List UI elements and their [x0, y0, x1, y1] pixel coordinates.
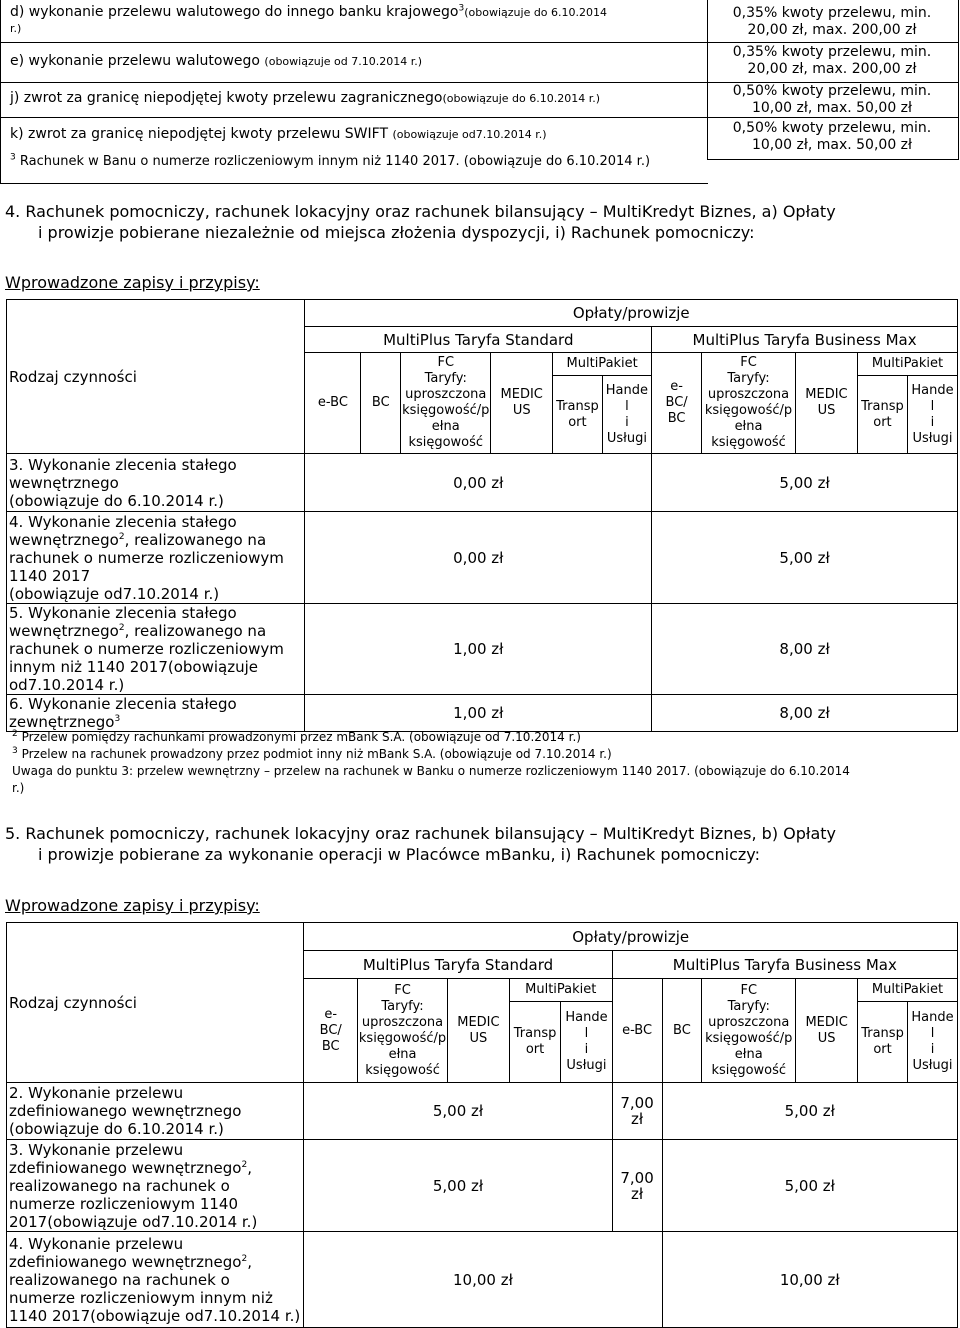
- fees-header: Opłaty/prowizje: [305, 300, 958, 327]
- bus-value: 10,00 zł: [662, 1232, 958, 1328]
- ebc-col: e-BC: [305, 353, 361, 454]
- fee-d: 0,35% kwoty przelewu, min. 20,00 zł, max. 200,00 zł: [732, 5, 932, 38]
- standard-header: MultiPlus Taryfa Standard: [304, 951, 612, 979]
- section4-footnotes: $^2$ Przelew pomiędzy rachunkami prowadzonymi przez mBank S.A. (obowiązuje od 7.10.2014 r.) $^3$ Przelew na rachunek prowadzony przez podmiot inny niż mBank S.A. (obowiązuje od 7.10.2014 r.) Uwaga do punktu 3: przelew wewnętrzny – przelew na rachunek w Banku o numerze rozliczeniowym 1140 2017. (obowiązuje do 6.10.2014 r.): [12, 729, 850, 795]
- ebc-bc-col: e- BC/ BC: [304, 979, 358, 1083]
- std-value: 10,00 zł: [304, 1232, 662, 1328]
- top-fee-table: [0, 0, 960, 184]
- fee-e: 0,35% kwoty przelewu, min. 20,00 zł, max. 200,00 zł: [732, 44, 932, 77]
- bus-value: 5,00 zł: [662, 1140, 958, 1232]
- std-value: 1,00 zł: [305, 604, 652, 695]
- medic-col-b: MEDIC US: [796, 353, 858, 454]
- table-row: 6. Wykonanie zlecenia stałego zewnętrznego$^3$ 1,00 zł 8,00 zł: [7, 695, 958, 732]
- section4-table: [6, 299, 958, 732]
- ebc-col: e-BC: [612, 979, 662, 1083]
- standard-header: MultiPlus Taryfa Standard: [305, 327, 652, 353]
- business-header: MultiPlus Taryfa Business Max: [652, 327, 958, 353]
- section5-table: [6, 922, 958, 1328]
- multipakiet-col: MultiPakiet Transp ort Hande l i Usługi: [509, 979, 612, 1083]
- row-d-label: d) wykonanie przelewu walutowego do innego banku krajowego$^3$(obowiązuje do 6.10.2014: [10, 3, 608, 20]
- std-value: 0,00 zł: [305, 512, 652, 604]
- multipakiet-col-b: MultiPakiet Transp ort Hande l i Usługi: [858, 979, 958, 1083]
- section5-subheading: Wprowadzone zapisy i przypisy:: [5, 896, 260, 915]
- row-d-note: r.): [10, 22, 22, 35]
- medic-col-b: MEDIC US: [796, 979, 858, 1083]
- bc-col: BC: [361, 353, 401, 454]
- table-row: 5. Wykonanie zlecenia stałego wewnętrznego$^2$, realizowanego na rachunek o numerze rozliczeniowym innym niż 1140 2017(obowiązuje od7.10.2014 r.) 1,00 zł 8,00 zł: [7, 604, 958, 695]
- bus-value: 5,00 zł: [662, 1083, 958, 1140]
- ebc-value: 7,00 zł: [612, 1140, 662, 1232]
- fc-col-b: FC Taryfy: uproszczona księgowość/p ełna księgowość: [702, 353, 796, 454]
- bus-value: 8,00 zł: [652, 604, 958, 695]
- row-e-label: e) wykonanie przelewu walutowego (obowiązuje od 7.10.2014 r.): [10, 53, 423, 69]
- medic-col: MEDIC US: [491, 353, 553, 454]
- table-row: 2. Wykonanie przelewu zdefiniowanego wewnętrznego (obowiązuje do 6.10.2014 r.) 5,00 zł 7,00 zł 5,00 zł: [7, 1083, 958, 1140]
- top-footnote: $^3$ Rachunek w Banu o numerze rozliczeniowym innym niż 1140 2017. (obowiązuje do 6.10.2014 r.): [10, 152, 651, 169]
- business-header: MultiPlus Taryfa Business Max: [612, 951, 957, 979]
- bus-value: 5,00 zł: [652, 454, 958, 512]
- multipakiet-col: MultiPakiet Transp ort Hande l i Usługi: [553, 353, 652, 454]
- bus-value: 5,00 zł: [652, 512, 958, 604]
- multipakiet-col-b: MultiPakiet Transp ort Hande l i Usługi: [857, 353, 957, 454]
- section5-heading: 5. Rachunek pomocniczy, rachunek lokacyjny oraz rachunek bilansujący – MultiKredyt Biznes, b) Opłaty i prowizje pobierane za wykonanie operacji w Placówce mBanku, i) Rachunek pomocniczy:: [5, 824, 837, 864]
- table-row: 3. Wykonanie zlecenia stałego wewnętrznego (obowiązuje do 6.10.2014 r.) 0,00 zł 5,00 zł: [7, 454, 958, 512]
- std-value: 0,00 zł: [305, 454, 652, 512]
- bus-value: 8,00 zł: [652, 695, 958, 732]
- std-value: 5,00 zł: [304, 1083, 612, 1140]
- bc-col: BC: [662, 979, 702, 1083]
- medic-col: MEDIC US: [448, 979, 510, 1083]
- fees-header: Opłaty/prowizje: [304, 923, 958, 951]
- section4-subheading: Wprowadzone zapisy i przypisy:: [5, 273, 260, 292]
- row-j-label: j) zwrot za granicę niepodjętej kwoty przelewu zagranicznego(obowiązuje do 6.10.2014 r.): [10, 90, 601, 106]
- ebc-value: 7,00 zł: [612, 1083, 662, 1140]
- std-value: 5,00 zł: [304, 1140, 612, 1232]
- col-label: Rodzaj czynności: [7, 923, 304, 1083]
- ebc-bc-col: e- BC/ BC: [652, 353, 702, 454]
- fc-col: FC Taryfy: uproszczona księgowość/p ełna księgowość: [401, 353, 491, 454]
- fee-j: 0,50% kwoty przelewu, min. 10,00 zł, max. 50,00 zł: [732, 83, 932, 116]
- table-row: 4. Wykonanie zlecenia stałego wewnętrznego$^2$, realizowanego na rachunek o numerze rozliczeniowym 1140 2017 (obowiązuje od7.10.2014 r.) 0,00 zł 5,00 zł: [7, 512, 958, 604]
- col-label: Rodzaj czynności: [7, 300, 305, 454]
- table-row: 3. Wykonanie przelewu zdefiniowanego wewnętrznego$^2$, realizowanego na rachunek o numerze rozliczeniowym 1140 2017(obowiązuje od7.10.2014 r.) 5,00 zł 7,00 zł 5,00 zł: [7, 1140, 958, 1232]
- row-k-label: k) zwrot za granicę niepodjętej kwoty przelewu SWIFT (obowiązuje od7.10.2014 r.): [10, 126, 547, 142]
- table-row: 4. Wykonanie przelewu zdefiniowanego wewnętrznego$^2$, realizowanego na rachunek o numerze rozliczeniowym innym niż 1140 2017(obowiązuje od7.10.2014 r.) 10,00 zł 10,00 zł: [7, 1232, 958, 1328]
- fee-k: 0,50% kwoty przelewu, min. 10,00 zł, max. 50,00 zł: [732, 120, 932, 153]
- section4-heading: 4. Rachunek pomocniczy, rachunek lokacyjny oraz rachunek bilansujący – MultiKredyt Biznes, a) Opłaty i prowizje pobierane niezależnie od miejsca złożenia dyspozycji, i) Rachunek pomocniczy:: [5, 202, 836, 242]
- fc-col: FC Taryfy: uproszczona księgowość/p ełna księgowość: [358, 979, 448, 1083]
- std-value: 1,00 zł: [305, 695, 652, 732]
- fc-col-b: FC Taryfy: uproszczona księgowość/p ełna księgowość: [702, 979, 796, 1083]
